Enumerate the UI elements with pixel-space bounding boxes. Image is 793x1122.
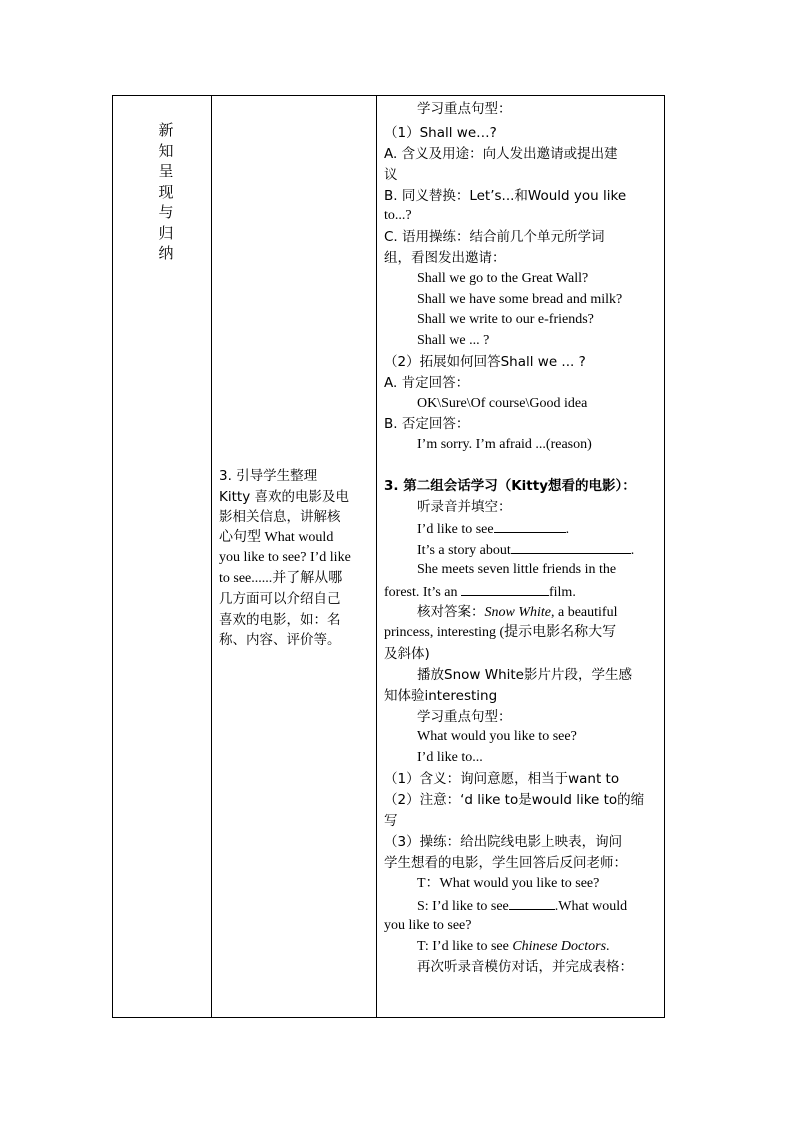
answer-blank: [461, 582, 549, 596]
teacher-activity-cell: [212, 96, 376, 1017]
text-line: （2）拓展如何回答Shall we ... ?: [384, 354, 586, 370]
fill-in-line: [417, 896, 627, 914]
text-fragment: .: [630, 543, 635, 558]
text-fragment: film.: [548, 585, 576, 600]
text-line: you like to see?: [384, 918, 472, 933]
section-heading: 3. 第二组会话学习（Kitty想看的电影）：: [384, 478, 636, 494]
text-line: you like to see? I’d like: [219, 550, 351, 565]
lesson-table: [112, 95, 665, 1018]
text-fragment: forest. It’s an: [384, 585, 458, 600]
text-line: to see......并了解从哪: [219, 570, 343, 586]
text-line: [417, 603, 617, 621]
text-line: Shall we go to the Great Wall?: [417, 271, 589, 286]
text-line: （3）操练：给出院线电影上映表，询问: [384, 834, 623, 850]
text-line: I’m sorry. I’m afraid ...(reason): [417, 437, 592, 452]
text-line: 称、内容、评价等。: [219, 632, 341, 648]
fill-in-line: [417, 519, 569, 537]
text-line: T：What would you like to see?: [417, 876, 600, 891]
stage-title: [157, 120, 175, 264]
text-line: （1）含义：询问意愿，相当于want to: [384, 771, 620, 787]
text-line: 几方面可以介绍自己: [219, 591, 341, 607]
text-line: （1）Shall we…?: [384, 125, 497, 141]
text-fragment: It’s a story about: [417, 543, 511, 558]
text-line: 学习重点句型：: [417, 709, 512, 725]
text-line: 学生想看的电影，学生回答后反问老师：: [384, 855, 627, 871]
answer-blank: [511, 540, 631, 554]
text-line: 议: [384, 167, 398, 183]
answer-blank: [494, 519, 566, 533]
content-cell: [377, 96, 664, 1017]
text-line: What would you like to see?: [417, 729, 577, 744]
text-fragment: .: [565, 522, 570, 537]
text-line: Kitty 喜欢的电影及电: [219, 488, 349, 505]
text-line: 影相关信息，讲解核: [219, 509, 341, 525]
teacher-activity-text: [219, 466, 369, 651]
text-line: C. 语用操练：结合前几个单元所学词: [384, 229, 605, 245]
stage-cell: [113, 96, 211, 1017]
stage-title-char: 新: [158, 121, 174, 139]
text-fragment: T: I’d like to see: [417, 939, 513, 954]
text-line: B. 否定回答：: [384, 416, 470, 432]
text-line: 知体验interesting: [384, 688, 498, 704]
movie-title: Chinese Doctors: [512, 939, 607, 954]
text-line: A. 肯定回答：: [384, 375, 470, 391]
text-line: 组，看图发出邀请：: [384, 250, 506, 266]
text-fragment: 核对答案：: [417, 604, 485, 620]
text-line: to...?: [384, 208, 412, 223]
stage-title-char: 现: [158, 182, 174, 201]
text-line: She meets seven little friends in the: [417, 562, 617, 577]
text-line: Shall we ... ?: [417, 333, 490, 348]
text-line: princess, interesting (提示电影名称大写: [384, 625, 617, 640]
fill-in-line: [417, 540, 634, 558]
stage-title-char: 归: [158, 223, 174, 242]
text-line: 写: [384, 813, 398, 829]
text-line: 再次听录音模仿对话，并完成表格：: [417, 959, 633, 975]
text-line: 喜欢的电影，如：名: [219, 611, 341, 628]
text-line: OK\Sure\Of course\Good idea: [417, 396, 588, 411]
stage-title-char: 纳: [158, 244, 174, 262]
text-fragment: .What would: [554, 899, 628, 914]
text-line: （2）注意：‘d like to是would like to的缩: [384, 792, 645, 808]
text-line: I’d like to...: [417, 750, 483, 765]
text-line: B. 同义替换：Let’s...和Would you like: [384, 188, 627, 204]
text-fragment: , a beautiful: [551, 605, 618, 620]
stage-title-char: 知: [158, 141, 174, 160]
text-fragment: I’d like to see: [417, 522, 494, 537]
text-line: Shall we write to our e-friends?: [417, 312, 594, 327]
answer-blank: [509, 896, 555, 910]
text-line: 听录音并填空：: [417, 499, 512, 515]
text-line: 3. 引导学生整理: [219, 468, 318, 484]
text-line: 心句型 What would: [219, 529, 334, 545]
text-line: A. 含义及用途：向人发出邀请或提出建: [384, 146, 618, 162]
stage-title-char: 呈: [158, 162, 174, 180]
text-line: 播放Snow White影片片段，学生感: [417, 667, 632, 683]
movie-title: Snow White: [484, 605, 551, 620]
text-fragment: S: I’d like to see: [417, 899, 509, 914]
text-line: 学习重点句型：: [417, 101, 512, 117]
stage-title-char: 与: [158, 203, 174, 221]
text-line: 及斜体): [384, 646, 430, 662]
text-fragment: .: [606, 939, 610, 954]
fill-in-line: [384, 582, 576, 600]
text-line: [417, 938, 610, 956]
text-line: Shall we have some bread and milk?: [417, 292, 623, 307]
